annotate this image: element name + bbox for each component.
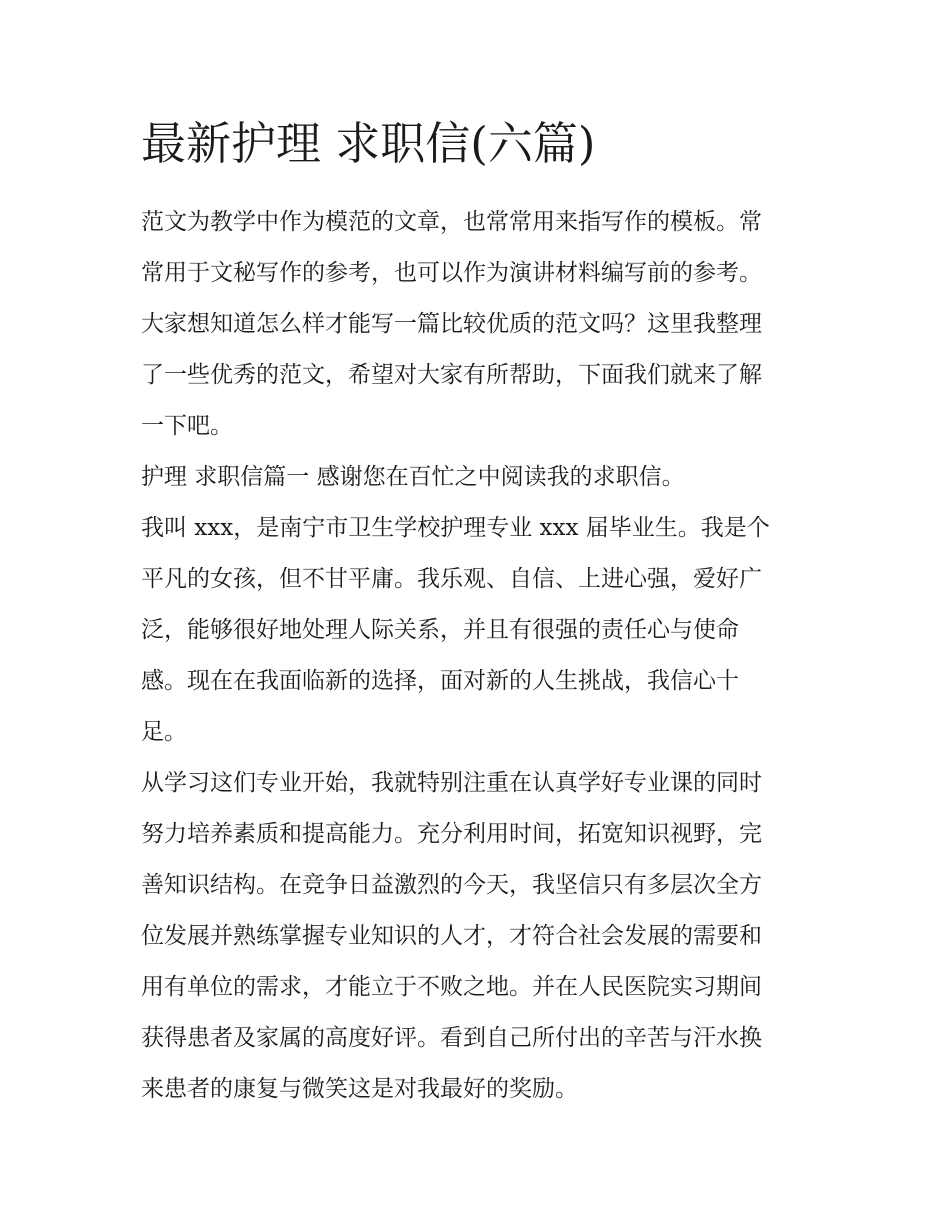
body-line: 位发展并熟练掌握专业知识的人才，才符合社会发展的需要和 — [141, 923, 762, 949]
body-line: 泛，能够很好地处理人际关系，并且有很强的责任心与使命 — [141, 617, 739, 643]
body-line: 一下吧。 — [141, 413, 233, 439]
body-line: 我叫 xxx，是南宁市卫生学校护理专业 xxx 届毕业生。我是个 — [141, 515, 770, 541]
body-line: 常用于文秘写作的参考，也可以作为演讲材料编写前的参考。 — [141, 260, 762, 286]
document-title: 最新护理 求职信(六篇) — [141, 117, 596, 170]
body-line: 用有单位的需求，才能立于不败之地。并在人民医院实习期间 — [141, 974, 762, 1000]
body-line: 感。现在在我面临新的选择，面对新的人生挑战，我信心十 — [141, 668, 739, 694]
body-line: 足。 — [141, 719, 187, 745]
body-line: 善知识结构。在竞争日益激烈的今天，我坚信只有多层次全方 — [141, 872, 762, 898]
body-line: 平凡的女孩，但不甘平庸。我乐观、自信、上进心强，爱好广 — [141, 566, 762, 592]
body-line: 了一些优秀的范文，希望对大家有所帮助，下面我们就来了解 — [141, 362, 762, 388]
body-line: 范文为教学中作为模范的文章，也常常用来指写作的模板。常 — [141, 209, 762, 235]
document-body — [141, 197, 813, 1115]
body-line: 努力培养素质和提高能力。充分利用时间，拓宽知识视野，完 — [141, 821, 762, 847]
body-line: 获得患者及家属的高度好评。看到自己所付出的辛苦与汗水换 — [141, 1025, 762, 1051]
body-line: 来患者的康复与微笑这是对我最好的奖励。 — [141, 1076, 578, 1102]
body-line: 护理 求职信篇一 感谢您在百忙之中阅读我的求职信。 — [141, 464, 685, 490]
body-line: 大家想知道怎么样才能写一篇比较优质的范文吗？这里我整理 — [141, 311, 762, 337]
body-line: 从学习这们专业开始，我就特别注重在认真学好专业课的同时 — [141, 770, 762, 796]
